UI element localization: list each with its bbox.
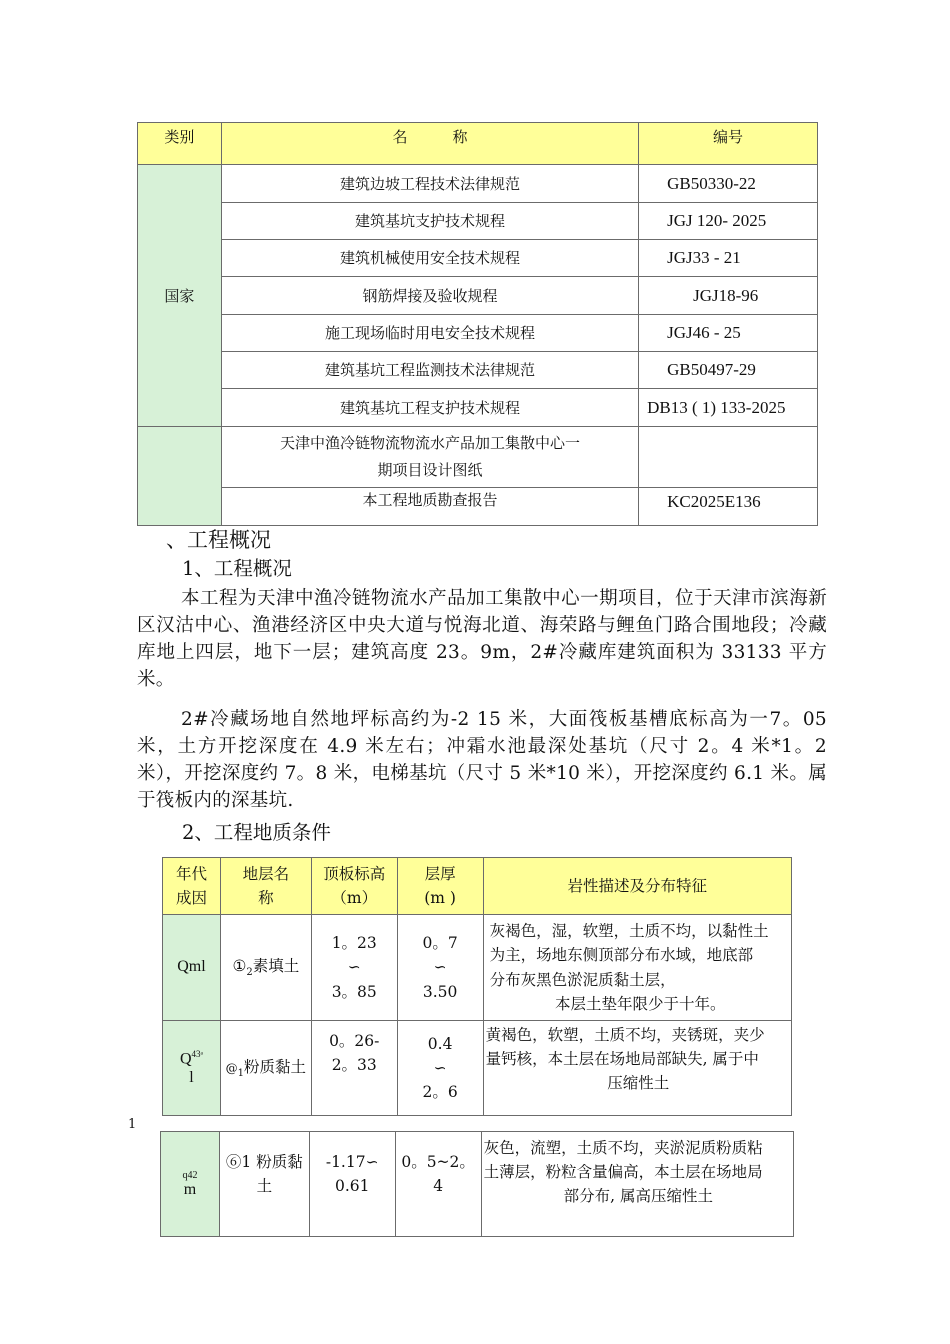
standard-name: 施工现场临时用电安全技术规程 [221,315,638,352]
table-row [138,315,818,352]
header-line: (m ) [424,889,456,907]
col-description-header: 岩性描述及分布特征 [483,858,791,915]
value-line: 2。6 [422,1083,458,1101]
header-line: 称 [258,889,274,907]
value-line: 0。7 [422,934,458,953]
value-line: -1.17∽ [325,1153,379,1171]
col-layer-header [220,858,311,915]
standard-code: DB13 ( 1) 133-2025 [639,389,818,427]
table-row [138,165,818,203]
standard-name: 建筑基坑工程监测技术法律规范 [221,352,638,389]
table-row [138,488,818,526]
table-row [163,915,792,1021]
col-name-header: 名 称 [221,123,638,165]
desc-line: 为主，场地东侧顶部分布水域，地底部 [489,946,754,965]
thickness-cell [395,1132,481,1237]
age-sup: q42 [182,1169,198,1181]
standard-name: 建筑机械使用安全技术规程 [221,240,638,277]
desc-line: 部分布, 属高压缩性土 [563,1187,713,1206]
standard-code: JGJ 120- 2025 [639,203,818,240]
age-sup: 43ᵃ [191,1048,203,1059]
geology-table-continued [160,1131,794,1237]
subsection-title: 2、工程地质条件 [182,821,331,844]
layer-line: ⑥1 粉质黏 [225,1153,303,1171]
paragraph: 2#冷藏场地自然地坪标高约为-2 15 米，大面筏板基槽底标高为一7。05 米，土方开挖深度在 4.9 米左右；冲霜水池最深处基坑（尺寸 2。4 米*1。2 米），开挖深度约 7。8 米，电梯基坑（尺寸 5 米*10 米），开挖深度约 6.1 米。属于筏板内的深基坑. [137,709,827,811]
paragraph: 本工程为天津中渔冷链物流水产品加工集散中心一期项目，位于天津市滨海新区汉沽中心、渔港经济区中央大道与悦海北道、海荣路与鲤鱼门路合围地段；冷藏库地上四层，地下一层；建筑高度 23。9m，2#冷藏库建筑面积为 33133 平方米。 [137,588,827,690]
col-age-header [163,858,221,915]
name-line: 期项目设计图纸 [377,461,483,479]
subsection-title: 1、工程概况 [182,557,292,580]
standard-name: 建筑边坡工程技术法律规范 [221,165,638,203]
top-elevation-cell [309,1132,395,1237]
standard-code: JGJ46 - 25 [639,315,818,352]
thickness-cell [397,915,483,1021]
desc-line: 黄褐色，软塑，土质不均，夹锈斑，夹少 [485,1026,765,1044]
project-category-cell [138,427,222,526]
standard-name: 钢筋焊接及验收规程 [221,277,638,315]
age-symbol-line: l [189,1069,194,1087]
table-row [138,389,818,427]
desc-line: 量钙核，本土层在场地局部缺失, 属于中 [485,1050,759,1069]
header-line: 成因 [175,889,207,907]
header-line: 年代 [175,864,207,883]
thickness-cell [397,1021,483,1116]
value-line: 1。23 [331,934,377,953]
standard-code: JGJ33 - 21 [639,240,818,277]
value-line: 4 [433,1177,444,1196]
value-line: 0.61 [334,1177,370,1196]
geology-table [162,857,792,1116]
standard-name: 建筑基坑支护技术规程 [221,203,638,240]
age-symbol-line: m [183,1180,197,1198]
value-line: ∽ [433,1058,447,1077]
col-thickness-header [397,858,483,915]
col-top-elevation-header [311,858,397,915]
desc-line: 本层土垫年限少于十年。 [555,994,726,1013]
name-line: 天津中渔冷链物流物流水产品加工集散中心一 [279,434,580,452]
table-row [138,203,818,240]
header-line: 顶板标高 [323,864,386,883]
value-line: 0。26- [329,1032,380,1050]
value-line: 3。85 [331,982,377,1001]
table-row [161,1132,794,1237]
header-line: （m） [331,889,378,907]
standards-header-row [138,123,818,165]
geology-header-row [163,858,792,915]
header-line: 地层名 [242,864,290,883]
standard-code: KC2025E136 [639,488,818,526]
layer-line: 土 [256,1177,273,1196]
layer-sub: 1 [237,1067,245,1079]
description-cell [483,1021,791,1116]
desc-line: 灰褐色，湿，软塑，土质不均，以黏性土 [489,922,769,941]
desc-line: 分布灰黑色淤泥质黏土层， [489,970,676,989]
age-symbol: Q [179,1049,192,1067]
value-line: ∽ [433,958,447,977]
col-category-header: 类别 [138,123,222,165]
layer-mark: @ [225,1060,238,1075]
standard-name [221,427,638,488]
desc-line: 土薄层，粉粒含量偏高，本土层在场地局 [483,1163,763,1182]
age-cell: Qml [163,915,221,1021]
table-row [138,427,818,488]
desc-line: 压缩性土 [607,1074,670,1093]
standard-code [639,427,818,488]
layer-name: 素填土 [252,957,300,976]
standard-code: GB50330-22 [639,165,818,203]
description-cell [483,915,791,1021]
description-cell [481,1132,793,1237]
value-line: ∽ [347,958,361,977]
table-row [138,240,818,277]
value-line: 0。5~2。 [401,1153,475,1171]
standard-code: JGJ18-96 [639,277,818,315]
page-number: 1 [128,1117,137,1132]
layer-cell [220,915,311,1021]
layer-sub: 2 [246,967,253,979]
standard-name: 建筑基坑工程支护技术规程 [221,389,638,427]
value-line: 0.4 [427,1034,453,1053]
national-category-cell: 国家 [138,165,222,427]
top-elevation-cell [311,1021,397,1116]
standard-name: 本工程地质勘查报告 [221,488,638,526]
standards-table [137,122,818,526]
table-row [138,277,818,315]
layer-cell [220,1021,311,1116]
desc-line: 灰色，流塑，土质不均，夹淤泥质粉质粘 [483,1139,763,1157]
value-line: 3.50 [422,982,458,1001]
table-row [163,1021,792,1116]
table-row [138,352,818,389]
layer-cell [219,1132,309,1237]
layer-mark: ① [232,957,247,976]
standard-code: GB50497-29 [639,352,818,389]
age-cell [161,1132,220,1237]
header-line: 层厚 [424,864,456,883]
age-cell [163,1021,221,1116]
value-line: 2。33 [331,1056,377,1075]
section-title: 、工程概况 [166,528,271,552]
top-elevation-cell [311,915,397,1021]
layer-name: 粉质黏土 [244,1057,307,1076]
col-code-header: 编号 [639,123,818,165]
